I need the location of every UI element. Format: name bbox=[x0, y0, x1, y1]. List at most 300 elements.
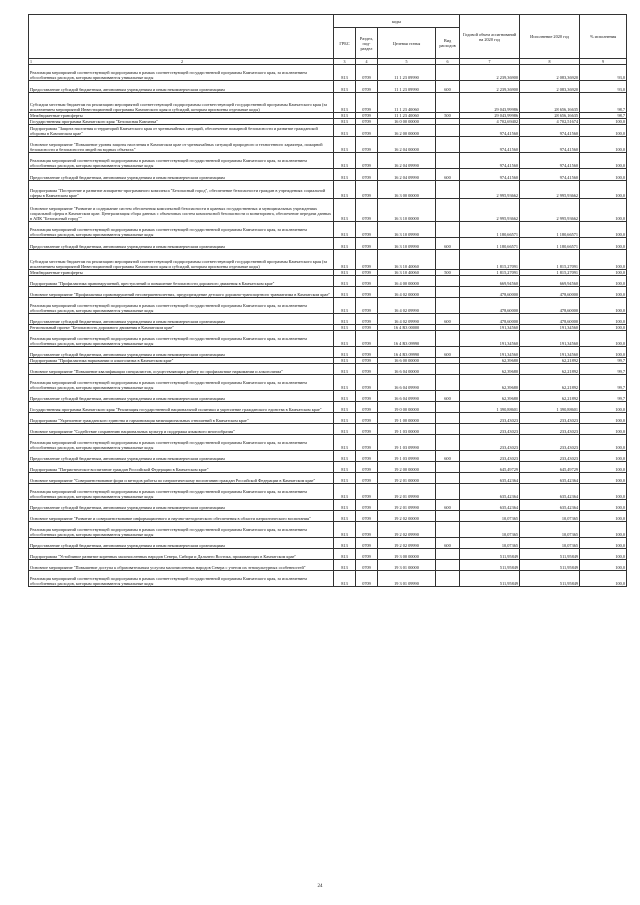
row-target-article: 16 6 04 00000 bbox=[378, 364, 436, 375]
row-execution-amount: 62,21892 bbox=[520, 358, 580, 364]
row-target-article: 19 2 01 00000 bbox=[378, 473, 436, 484]
row-percent: 100,0 bbox=[580, 424, 627, 435]
row-execution-amount: 191,34560 bbox=[520, 325, 580, 331]
row-target-article: 16 3 10 40060 bbox=[378, 270, 436, 276]
row-execution-amount: 1 390,88601 bbox=[520, 402, 580, 413]
row-grbs: 813 bbox=[334, 222, 356, 238]
table-row bbox=[29, 331, 627, 347]
table-row bbox=[29, 250, 627, 270]
row-target-article: 19 2 02 09990 bbox=[378, 522, 436, 538]
row-percent: 100,0 bbox=[580, 435, 627, 451]
row-expense-type bbox=[436, 511, 460, 522]
row-plan-amount: 10,07365 bbox=[460, 538, 520, 549]
table-row bbox=[29, 238, 627, 250]
grbs-header: ГРБС bbox=[334, 28, 356, 59]
row-razdel: 0709 bbox=[356, 391, 378, 402]
row-plan-amount: 974,41560 bbox=[460, 137, 520, 153]
row-name: Основное мероприятие "Совершенствование форм и методов работы по патриотическому воспитанию граждан Российской Федерации в Камчатском крае" bbox=[29, 473, 334, 484]
row-grbs: 813 bbox=[334, 65, 356, 81]
row-plan-amount: 191,34560 bbox=[460, 331, 520, 347]
row-execution-amount: 478,60000 bbox=[520, 298, 580, 314]
table-row bbox=[29, 500, 627, 511]
row-target-article: 11 1 23 40060 bbox=[378, 113, 436, 119]
row-razdel: 0709 bbox=[356, 276, 378, 287]
row-name: Реализация мероприятий соответствующей подпрограммы в рамках соответствующей государственной программы Камчатского края, за исключением обособленных расходов, которым присваиваются уникальные коды bbox=[29, 65, 334, 81]
row-expense-type: 500 bbox=[436, 270, 460, 276]
row-razdel: 0709 bbox=[356, 65, 378, 81]
row-name: Реализация мероприятий соответствующей подпрограммы в рамках соответствующей государственной программы Камчатского края, за исключением обособленных расходов, которым присваиваются уникальные коды bbox=[29, 435, 334, 451]
row-razdel: 0709 bbox=[356, 181, 378, 199]
row-percent: 100,0 bbox=[580, 298, 627, 314]
row-name: Реализация мероприятий соответствующей подпрограммы в рамках соответствующей государственной программы Камчатского края, за исключением обособленных расходов, которым присваиваются уникальные коды bbox=[29, 298, 334, 314]
row-plan-amount: 1 815,27091 bbox=[460, 250, 520, 270]
row-plan-amount: 974,41560 bbox=[460, 153, 520, 169]
table-row bbox=[29, 391, 627, 402]
row-percent: 100,0 bbox=[580, 119, 627, 125]
row-grbs: 813 bbox=[334, 113, 356, 119]
row-razdel: 0709 bbox=[356, 511, 378, 522]
row-grbs: 813 bbox=[334, 287, 356, 298]
row-razdel: 0709 bbox=[356, 222, 378, 238]
row-grbs: 813 bbox=[334, 81, 356, 93]
row-razdel: 0709 bbox=[356, 113, 378, 119]
table-row bbox=[29, 222, 627, 238]
row-execution-amount: 28 656,16635 bbox=[520, 93, 580, 113]
table-row bbox=[29, 522, 627, 538]
row-target-article: 16 0 00 00000 bbox=[378, 119, 436, 125]
row-razdel: 0709 bbox=[356, 500, 378, 511]
row-name: Реализация мероприятий соответствующей подпрограммы в рамках соответствующей государственной программы Камчатского края, за исключением обособленных расходов, которым присваиваются уникальные коды bbox=[29, 375, 334, 391]
table-row bbox=[29, 169, 627, 181]
execution-header: Исполнение 2020 год bbox=[520, 15, 580, 59]
row-percent: 99,7 bbox=[580, 375, 627, 391]
row-plan-amount: 2 239,36900 bbox=[460, 65, 520, 81]
row-plan-amount: 191,34560 bbox=[460, 325, 520, 331]
table-row bbox=[29, 571, 627, 587]
row-razdel: 0709 bbox=[356, 571, 378, 587]
row-target-article: 11 1 23 40060 bbox=[378, 93, 436, 113]
row-percent: 98,7 bbox=[580, 113, 627, 119]
row-percent: 100,0 bbox=[580, 199, 627, 222]
row-grbs: 813 bbox=[334, 153, 356, 169]
row-execution-amount: 28 656,16635 bbox=[520, 113, 580, 119]
row-grbs: 813 bbox=[334, 276, 356, 287]
row-target-article: 19 3 01 09990 bbox=[378, 571, 436, 587]
row-target-article: 16 3 00 00000 bbox=[378, 181, 436, 199]
row-target-article: 19 2 01 09990 bbox=[378, 484, 436, 500]
row-execution-amount: 191,34560 bbox=[520, 347, 580, 358]
row-grbs: 813 bbox=[334, 462, 356, 473]
row-expense-type bbox=[436, 331, 460, 347]
row-name: Государственная программа Камчатского края "Безопасная Камчатка" bbox=[29, 119, 334, 125]
row-plan-amount: 1 180,66571 bbox=[460, 238, 520, 250]
column-number: 5 bbox=[378, 59, 436, 65]
table-row bbox=[29, 364, 627, 375]
row-target-article: 16 2 04 09990 bbox=[378, 169, 436, 181]
row-target-article: 16 3 10 09990 bbox=[378, 222, 436, 238]
row-grbs: 813 bbox=[334, 500, 356, 511]
row-grbs: 813 bbox=[334, 511, 356, 522]
row-grbs: 813 bbox=[334, 538, 356, 549]
row-grbs: 813 bbox=[334, 424, 356, 435]
row-name: Основное мероприятие "Профилактика правонарушений несовершеннолетних, предупреждение детского дорожно-транспортного травматизма в Камчатском крае" bbox=[29, 287, 334, 298]
table-row bbox=[29, 424, 627, 435]
row-percent: 100,0 bbox=[580, 549, 627, 560]
row-name: Реализация мероприятий соответствующей подпрограммы в рамках соответствующей государственной программы Камчатского края, за исключением обособленных расходов, которым присваиваются уникальные коды bbox=[29, 571, 334, 587]
row-percent: 100,0 bbox=[580, 169, 627, 181]
row-target-article: 11 1 23 09990 bbox=[378, 65, 436, 81]
row-grbs: 813 bbox=[334, 314, 356, 325]
row-target-article: 16 4 R3 09990 bbox=[378, 331, 436, 347]
row-execution-amount: 233,43023 bbox=[520, 413, 580, 424]
row-percent: 100,0 bbox=[580, 153, 627, 169]
row-plan-amount: 29 043,99986 bbox=[460, 113, 520, 119]
row-expense-type bbox=[436, 484, 460, 500]
row-expense-type bbox=[436, 364, 460, 375]
row-execution-amount: 511,95849 bbox=[520, 549, 580, 560]
row-expense-type: 600 bbox=[436, 538, 460, 549]
row-target-article: 16 3 10 00000 bbox=[378, 199, 436, 222]
row-plan-amount: 10,07365 bbox=[460, 522, 520, 538]
row-expense-type bbox=[436, 549, 460, 560]
row-razdel: 0709 bbox=[356, 298, 378, 314]
row-expense-type bbox=[436, 298, 460, 314]
row-razdel: 0709 bbox=[356, 451, 378, 462]
row-percent: 100,0 bbox=[580, 181, 627, 199]
row-razdel: 0709 bbox=[356, 375, 378, 391]
row-percent: 99,7 bbox=[580, 364, 627, 375]
row-name: Субсидии местным бюджетам на реализацию мероприятий соответствующей подпрограммы соответствующей государственной программы Камчатского края (за исключением мероприятий Инвестиционной программы Камчатского края и субсидий, которым присвоены отдельные коды) bbox=[29, 93, 334, 113]
row-execution-amount: 1 180,66571 bbox=[520, 238, 580, 250]
row-grbs: 813 bbox=[334, 137, 356, 153]
row-execution-amount: 974,41560 bbox=[520, 137, 580, 153]
row-execution-amount: 511,95849 bbox=[520, 560, 580, 571]
row-percent: 100,0 bbox=[580, 276, 627, 287]
row-grbs: 813 bbox=[334, 391, 356, 402]
row-plan-amount: 478,60000 bbox=[460, 314, 520, 325]
row-expense-type bbox=[436, 181, 460, 199]
row-name: Основное мероприятие "Содействие сохранению национальных культур и поддержка языкового многообразия" bbox=[29, 424, 334, 435]
row-razdel: 0709 bbox=[356, 358, 378, 364]
row-percent: 100,0 bbox=[580, 500, 627, 511]
row-plan-amount: 191,34560 bbox=[460, 347, 520, 358]
budget-execution-table bbox=[28, 14, 627, 587]
row-plan-amount: 635,42364 bbox=[460, 484, 520, 500]
row-execution-amount: 4 702,51674 bbox=[520, 119, 580, 125]
row-expense-type bbox=[436, 462, 460, 473]
row-name: Основное мероприятие "Повышение доступа к образовательным услугам малочисленных народов Севера с учетом их этнокультурных особенностей" bbox=[29, 560, 334, 571]
row-target-article: 19 2 02 00000 bbox=[378, 511, 436, 522]
row-percent: 100,0 bbox=[580, 538, 627, 549]
row-target-article: 19 1 00 00000 bbox=[378, 413, 436, 424]
row-expense-type bbox=[436, 199, 460, 222]
table-row bbox=[29, 473, 627, 484]
row-name: Подпрограмма "Укрепление гражданского единства и гармонизация межнациональных отношений в Камчатском крае" bbox=[29, 413, 334, 424]
table-row bbox=[29, 451, 627, 462]
row-razdel: 0709 bbox=[356, 137, 378, 153]
row-percent: 100,0 bbox=[580, 511, 627, 522]
row-razdel: 0709 bbox=[356, 125, 378, 137]
row-plan-amount: 2 995,93662 bbox=[460, 181, 520, 199]
row-grbs: 813 bbox=[334, 402, 356, 413]
row-target-article: 19 3 00 00000 bbox=[378, 549, 436, 560]
row-name: Реализация мероприятий соответствующей подпрограммы в рамках соответствующей государственной программы Камчатского края, за исключением обособленных расходов, которым присваиваются уникальные коды bbox=[29, 484, 334, 500]
row-grbs: 813 bbox=[334, 484, 356, 500]
row-name: Реализация мероприятий соответствующей подпрограммы в рамках соответствующей государственной программы Камчатского края, за исключением обособленных расходов, которым присваиваются уникальные коды bbox=[29, 153, 334, 169]
table-row bbox=[29, 549, 627, 560]
row-execution-amount: 974,41560 bbox=[520, 125, 580, 137]
row-expense-type: 600 bbox=[436, 500, 460, 511]
row-percent: 100,0 bbox=[580, 222, 627, 238]
table-row bbox=[29, 276, 627, 287]
row-percent: 100,0 bbox=[580, 125, 627, 137]
row-percent: 100,0 bbox=[580, 287, 627, 298]
row-percent: 100,0 bbox=[580, 238, 627, 250]
row-percent: 100,0 bbox=[580, 484, 627, 500]
row-execution-amount: 62,21892 bbox=[520, 375, 580, 391]
row-percent: 93,0 bbox=[580, 65, 627, 81]
table-row bbox=[29, 125, 627, 137]
row-plan-amount: 29 043,99986 bbox=[460, 93, 520, 113]
row-razdel: 0709 bbox=[356, 325, 378, 331]
row-target-article: 19 1 03 00000 bbox=[378, 424, 436, 435]
row-percent: 99,7 bbox=[580, 358, 627, 364]
row-razdel: 0709 bbox=[356, 287, 378, 298]
row-plan-amount: 2 239,36900 bbox=[460, 81, 520, 93]
row-plan-amount: 635,42364 bbox=[460, 500, 520, 511]
row-plan-amount: 478,60000 bbox=[460, 298, 520, 314]
row-execution-amount: 62,21892 bbox=[520, 391, 580, 402]
row-razdel: 0709 bbox=[356, 347, 378, 358]
row-grbs: 813 bbox=[334, 549, 356, 560]
row-razdel: 0709 bbox=[356, 435, 378, 451]
row-percent: 100,0 bbox=[580, 522, 627, 538]
row-target-article: 16 2 00 00000 bbox=[378, 125, 436, 137]
row-target-article: 16 3 10 40060 bbox=[378, 250, 436, 270]
row-name: Реализация мероприятий соответствующей подпрограммы в рамках соответствующей государственной программы Камчатского края, за исключением обособленных расходов, которым присваиваются уникальные коды bbox=[29, 331, 334, 347]
row-execution-amount: 1 815,27091 bbox=[520, 270, 580, 276]
table-row bbox=[29, 538, 627, 549]
row-expense-type bbox=[436, 287, 460, 298]
row-execution-amount: 974,41560 bbox=[520, 169, 580, 181]
row-name: Предоставление субсидий бюджетным, автономным учреждениям и иным некоммерческим организациям bbox=[29, 391, 334, 402]
row-execution-amount: 191,34560 bbox=[520, 331, 580, 347]
table-row bbox=[29, 435, 627, 451]
row-target-article: 16 6 04 09990 bbox=[378, 375, 436, 391]
row-razdel: 0709 bbox=[356, 538, 378, 549]
column-number: 1 bbox=[30, 59, 32, 64]
row-grbs: 813 bbox=[334, 325, 356, 331]
row-target-article: 16 4 R3 09990 bbox=[378, 347, 436, 358]
row-expense-type: 600 bbox=[436, 238, 460, 250]
column-number: 6 bbox=[436, 59, 460, 65]
row-grbs: 813 bbox=[334, 358, 356, 364]
row-execution-amount: 2 995,93662 bbox=[520, 181, 580, 199]
row-expense-type bbox=[436, 93, 460, 113]
row-execution-amount: 62,21892 bbox=[520, 364, 580, 375]
row-razdel: 0709 bbox=[356, 199, 378, 222]
row-execution-amount: 669,94560 bbox=[520, 276, 580, 287]
row-plan-amount: 974,41560 bbox=[460, 169, 520, 181]
percent-header: % исполнения bbox=[580, 15, 627, 59]
codes-header: коды bbox=[334, 15, 460, 28]
row-plan-amount: 62,39680 bbox=[460, 375, 520, 391]
row-plan-amount: 62,39680 bbox=[460, 358, 520, 364]
row-expense-type bbox=[436, 137, 460, 153]
row-razdel: 0709 bbox=[356, 331, 378, 347]
row-expense-type: 600 bbox=[436, 314, 460, 325]
row-percent: 98,7 bbox=[580, 93, 627, 113]
row-razdel: 0709 bbox=[356, 424, 378, 435]
row-percent: 100,0 bbox=[580, 347, 627, 358]
row-target-article: 16 4 02 09990 bbox=[378, 314, 436, 325]
row-razdel: 0709 bbox=[356, 522, 378, 538]
row-percent: 100,0 bbox=[580, 451, 627, 462]
row-execution-amount: 478,60000 bbox=[520, 314, 580, 325]
row-plan-amount: 2 995,93662 bbox=[460, 199, 520, 222]
row-razdel: 0709 bbox=[356, 402, 378, 413]
row-expense-type bbox=[436, 153, 460, 169]
row-plan-amount: 669,94560 bbox=[460, 276, 520, 287]
row-grbs: 813 bbox=[334, 125, 356, 137]
row-grbs: 813 bbox=[334, 413, 356, 424]
row-name: Предоставление субсидий бюджетным, автономным учреждениям и иным некоммерческим организациям bbox=[29, 538, 334, 549]
row-razdel: 0709 bbox=[356, 560, 378, 571]
row-razdel: 0709 bbox=[356, 473, 378, 484]
row-expense-type bbox=[436, 250, 460, 270]
row-execution-amount: 645,49729 bbox=[520, 462, 580, 473]
row-name: Предоставление субсидий бюджетным, автономным учреждениям и иным некоммерческим организациям bbox=[29, 169, 334, 181]
row-percent: 100,0 bbox=[580, 137, 627, 153]
row-name: Подпрограмма "Профилактика правонарушений, преступлений и повышение безопасности дорожного движения в Камчатском крае" bbox=[29, 276, 334, 287]
row-target-article: 16 2 04 00000 bbox=[378, 137, 436, 153]
row-target-article: 19 2 01 09990 bbox=[378, 500, 436, 511]
row-expense-type bbox=[436, 473, 460, 484]
row-plan-amount: 511,95849 bbox=[460, 549, 520, 560]
row-expense-type: 600 bbox=[436, 169, 460, 181]
row-execution-amount: 233,43023 bbox=[520, 451, 580, 462]
row-grbs: 813 bbox=[334, 119, 356, 125]
table-row bbox=[29, 199, 627, 222]
row-grbs: 813 bbox=[334, 270, 356, 276]
row-grbs: 813 bbox=[334, 169, 356, 181]
row-grbs: 813 bbox=[334, 250, 356, 270]
row-execution-amount: 635,42364 bbox=[520, 473, 580, 484]
row-target-article: 19 2 00 00000 bbox=[378, 462, 436, 473]
row-plan-amount: 62,39680 bbox=[460, 364, 520, 375]
row-expense-type bbox=[436, 402, 460, 413]
row-percent: 100,0 bbox=[580, 250, 627, 270]
target-article-header: Целевая статья bbox=[378, 28, 436, 59]
budget-table-page bbox=[28, 14, 626, 587]
row-expense-type bbox=[436, 560, 460, 571]
table-row bbox=[29, 511, 627, 522]
row-execution-amount: 2 083,36920 bbox=[520, 65, 580, 81]
row-name: Субсидии местным бюджетам на реализацию мероприятий соответствующей подпрограммы соответствующей государственной программы Камчатского края (за исключением мероприятий Инвестиционной программы Камчатского края и субсидий, которым присвоены отдельные коды) bbox=[29, 250, 334, 270]
row-razdel: 0709 bbox=[356, 484, 378, 500]
row-percent: 100,0 bbox=[580, 270, 627, 276]
row-name: Подпрограмма "Патриотическое воспитание граждан Российской Федерации в Камчатском крае" bbox=[29, 462, 334, 473]
row-razdel: 0709 bbox=[356, 462, 378, 473]
row-plan-amount: 10,07365 bbox=[460, 511, 520, 522]
row-plan-amount: 62,39680 bbox=[460, 391, 520, 402]
row-percent: 100,0 bbox=[580, 571, 627, 587]
row-plan-amount: 645,49729 bbox=[460, 462, 520, 473]
row-razdel: 0709 bbox=[356, 413, 378, 424]
row-name: Предоставление субсидий бюджетным, автономным учреждениям и иным некоммерческим организациям bbox=[29, 238, 334, 250]
row-expense-type bbox=[436, 65, 460, 81]
row-plan-amount: 478,60000 bbox=[460, 287, 520, 298]
table-row bbox=[29, 65, 627, 81]
row-name: Основное мероприятие "Повышение квалификации специалистов, осуществляющих работу по профилактике наркомании и алкоголизма" bbox=[29, 364, 334, 375]
column-number: 7 bbox=[460, 59, 520, 65]
row-name: Подпрограмма "Защита населения и территорий Камчатского края от чрезвычайных ситуаций, обеспечение пожарной безопасности и развитие гражданской обороны в Камчатском крае" bbox=[29, 125, 334, 137]
row-plan-amount: 1 390,88601 bbox=[460, 402, 520, 413]
row-razdel: 0709 bbox=[356, 364, 378, 375]
row-execution-amount: 974,41560 bbox=[520, 153, 580, 169]
row-execution-amount: 10,07365 bbox=[520, 511, 580, 522]
table-row bbox=[29, 137, 627, 153]
row-percent: 100,0 bbox=[580, 560, 627, 571]
row-grbs: 813 bbox=[334, 181, 356, 199]
row-expense-type bbox=[436, 413, 460, 424]
column-number: 9 bbox=[580, 59, 627, 65]
row-target-article: 19 2 02 09990 bbox=[378, 538, 436, 549]
row-expense-type bbox=[436, 435, 460, 451]
row-expense-type bbox=[436, 522, 460, 538]
row-percent: 93,0 bbox=[580, 81, 627, 93]
row-percent: 100,0 bbox=[580, 314, 627, 325]
table-row bbox=[29, 402, 627, 413]
table-row bbox=[29, 347, 627, 358]
row-plan-amount: 635,42364 bbox=[460, 473, 520, 484]
row-name: Подпрограмма "Профилактика наркомании и алкоголизма в Камчатском крае" bbox=[29, 358, 334, 364]
row-name: Основное мероприятие "Развитие и совершенствование информационного и научно-методического обеспечения в области патриотического воспитания" bbox=[29, 511, 334, 522]
row-grbs: 813 bbox=[334, 451, 356, 462]
row-name: Основное мероприятие "Повышение уровня защиты населения в Камчатском крае от чрезвычайных ситуаций природного и техногенного характера, пожарной безопасности и безопасности людей на водных объектах" bbox=[29, 137, 334, 153]
row-grbs: 813 bbox=[334, 331, 356, 347]
row-target-article: 16 4 00 00000 bbox=[378, 276, 436, 287]
row-execution-amount: 233,43023 bbox=[520, 435, 580, 451]
row-name: Региональный проект "Безопасность дорожного движения в Камчатском крае" bbox=[29, 325, 334, 331]
row-target-article: 19 3 01 00000 bbox=[378, 560, 436, 571]
row-plan-amount: 233,43023 bbox=[460, 435, 520, 451]
row-razdel: 0709 bbox=[356, 81, 378, 93]
row-percent: 99,7 bbox=[580, 391, 627, 402]
row-grbs: 813 bbox=[334, 238, 356, 250]
row-expense-type: 600 bbox=[436, 81, 460, 93]
row-execution-amount: 2 995,93662 bbox=[520, 199, 580, 222]
row-target-article: 16 2 04 09990 bbox=[378, 153, 436, 169]
row-target-article: 16 4 02 00000 bbox=[378, 287, 436, 298]
row-percent: 100,0 bbox=[580, 473, 627, 484]
row-grbs: 813 bbox=[334, 571, 356, 587]
row-name: Основное мероприятие "Развитие и содержание систем обеспечения комплексной безопасности в краевых государственных и муниципальных учреждениях социальной сферы в Камчатском крае. Централизация сбора данных с объектовых систем комплексной безопасности и мониторинга, обеспечение передачи данных в АПК "Безопасный город"" bbox=[29, 199, 334, 222]
row-target-article: 16 4 02 09990 bbox=[378, 298, 436, 314]
row-execution-amount: 1 815,27091 bbox=[520, 250, 580, 270]
row-razdel: 0709 bbox=[356, 153, 378, 169]
row-grbs: 813 bbox=[334, 199, 356, 222]
table-row bbox=[29, 287, 627, 298]
row-target-article: 19 0 00 00000 bbox=[378, 402, 436, 413]
table-row bbox=[29, 93, 627, 113]
table-row bbox=[29, 153, 627, 169]
row-name: Подпрограмма "Построение и развитие аппаратно-программного комплекса "Безопасный город", обеспечение безопасности граждан в учреждениях социальной сферы в Камчатском крае" bbox=[29, 181, 334, 199]
row-name: Межбюджетные трансферты bbox=[29, 270, 334, 276]
row-execution-amount: 233,43023 bbox=[520, 424, 580, 435]
row-expense-type: 600 bbox=[436, 391, 460, 402]
row-expense-type bbox=[436, 571, 460, 587]
